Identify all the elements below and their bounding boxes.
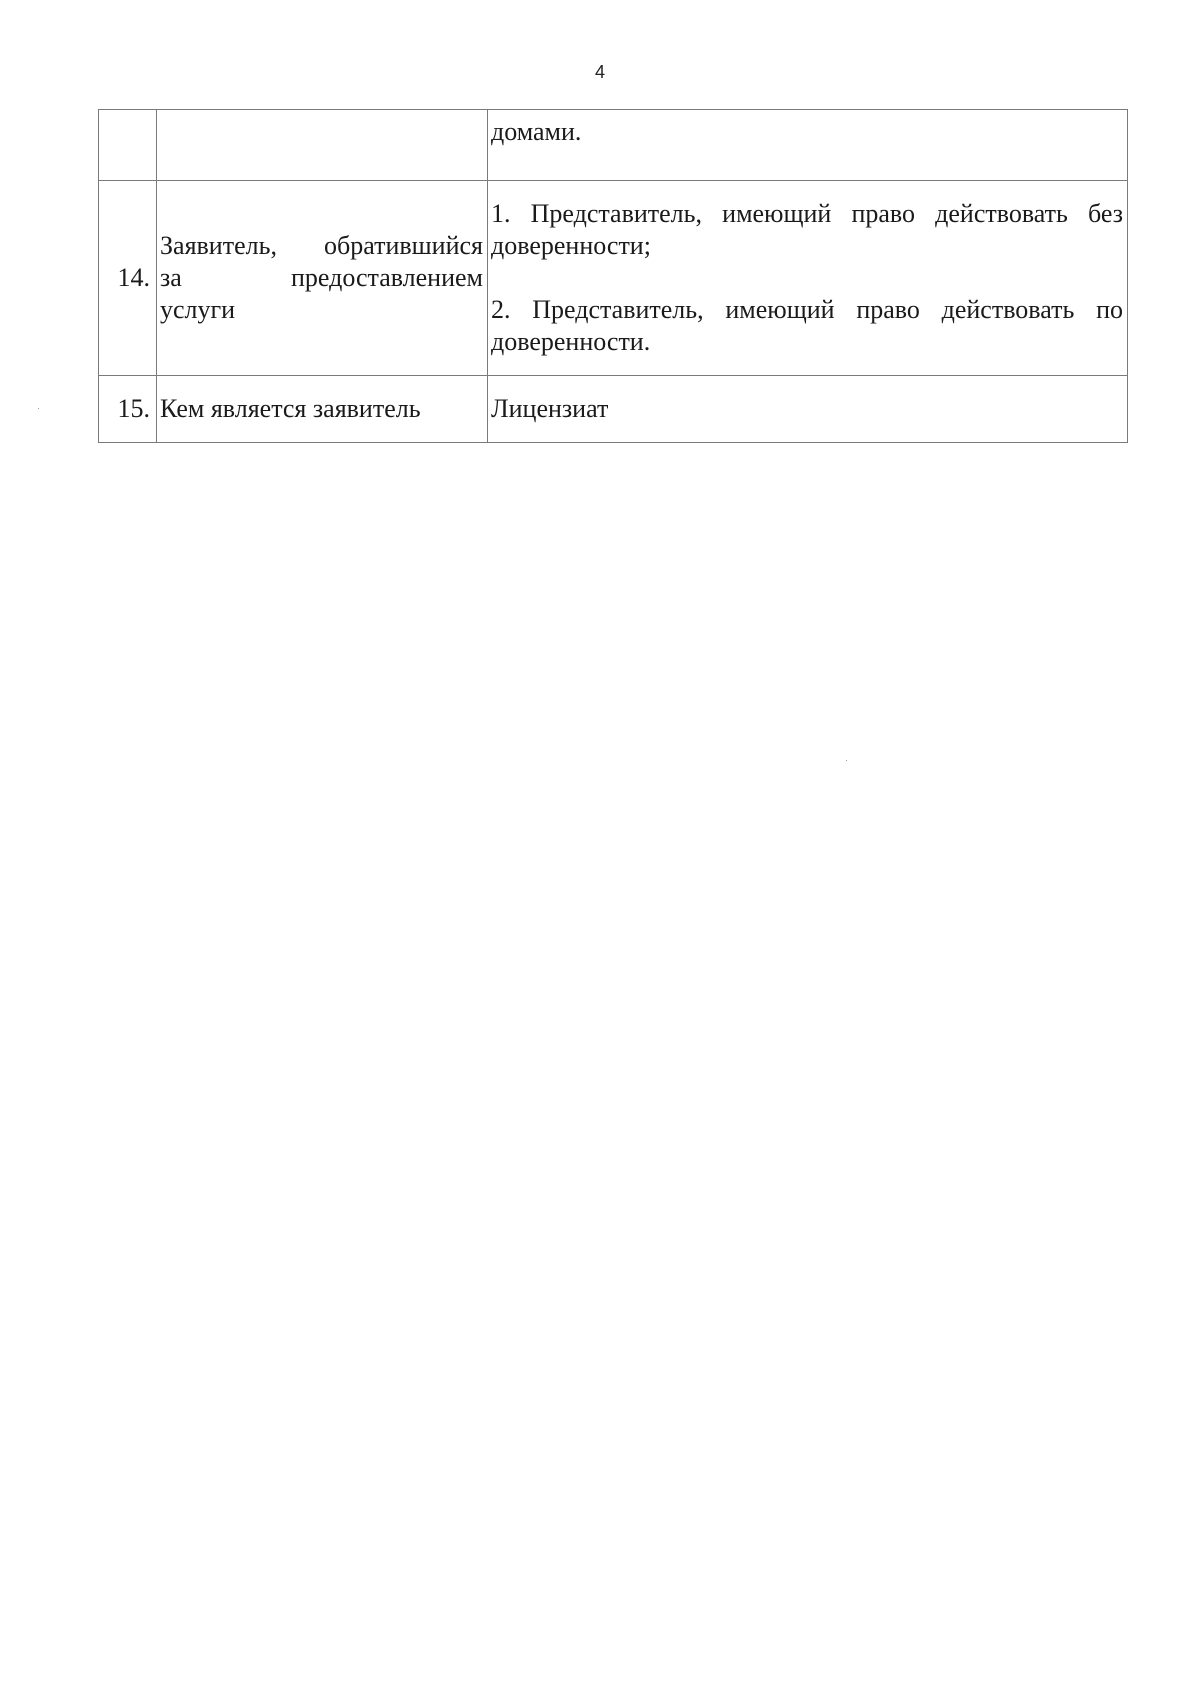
value-paragraph: Лицензиат xyxy=(491,394,609,423)
row-name-text xyxy=(160,230,483,326)
name-line: Заявитель, обратившийся xyxy=(160,231,483,260)
row-value-cell xyxy=(488,110,1128,181)
service-info-table xyxy=(98,109,1128,443)
value-paragraph: домами. xyxy=(491,117,582,146)
row-number-cell: 14. xyxy=(99,181,157,376)
row-value-cell xyxy=(488,181,1128,376)
scan-speck xyxy=(38,408,39,409)
row-value-cell xyxy=(488,376,1128,443)
table-row xyxy=(99,110,1128,181)
name-line: за предоставлением xyxy=(160,263,483,292)
row-name-cell xyxy=(157,110,488,181)
row-name-cell xyxy=(157,181,488,376)
table-row xyxy=(99,181,1128,376)
row-name-cell: Кем является заявитель xyxy=(157,376,488,443)
table-row xyxy=(99,376,1128,443)
value-paragraph: 2. Представитель, имеющий право действовать по доверенности. xyxy=(491,295,1123,356)
row-number-cell xyxy=(99,110,157,181)
name-line: услуги xyxy=(160,295,236,324)
scan-speck xyxy=(846,760,847,761)
page-number: 4 xyxy=(594,62,605,82)
row-number-cell: 15. xyxy=(99,376,157,443)
value-paragraph: 1. Представитель, имеющий право действовать без доверенности; xyxy=(491,199,1123,260)
